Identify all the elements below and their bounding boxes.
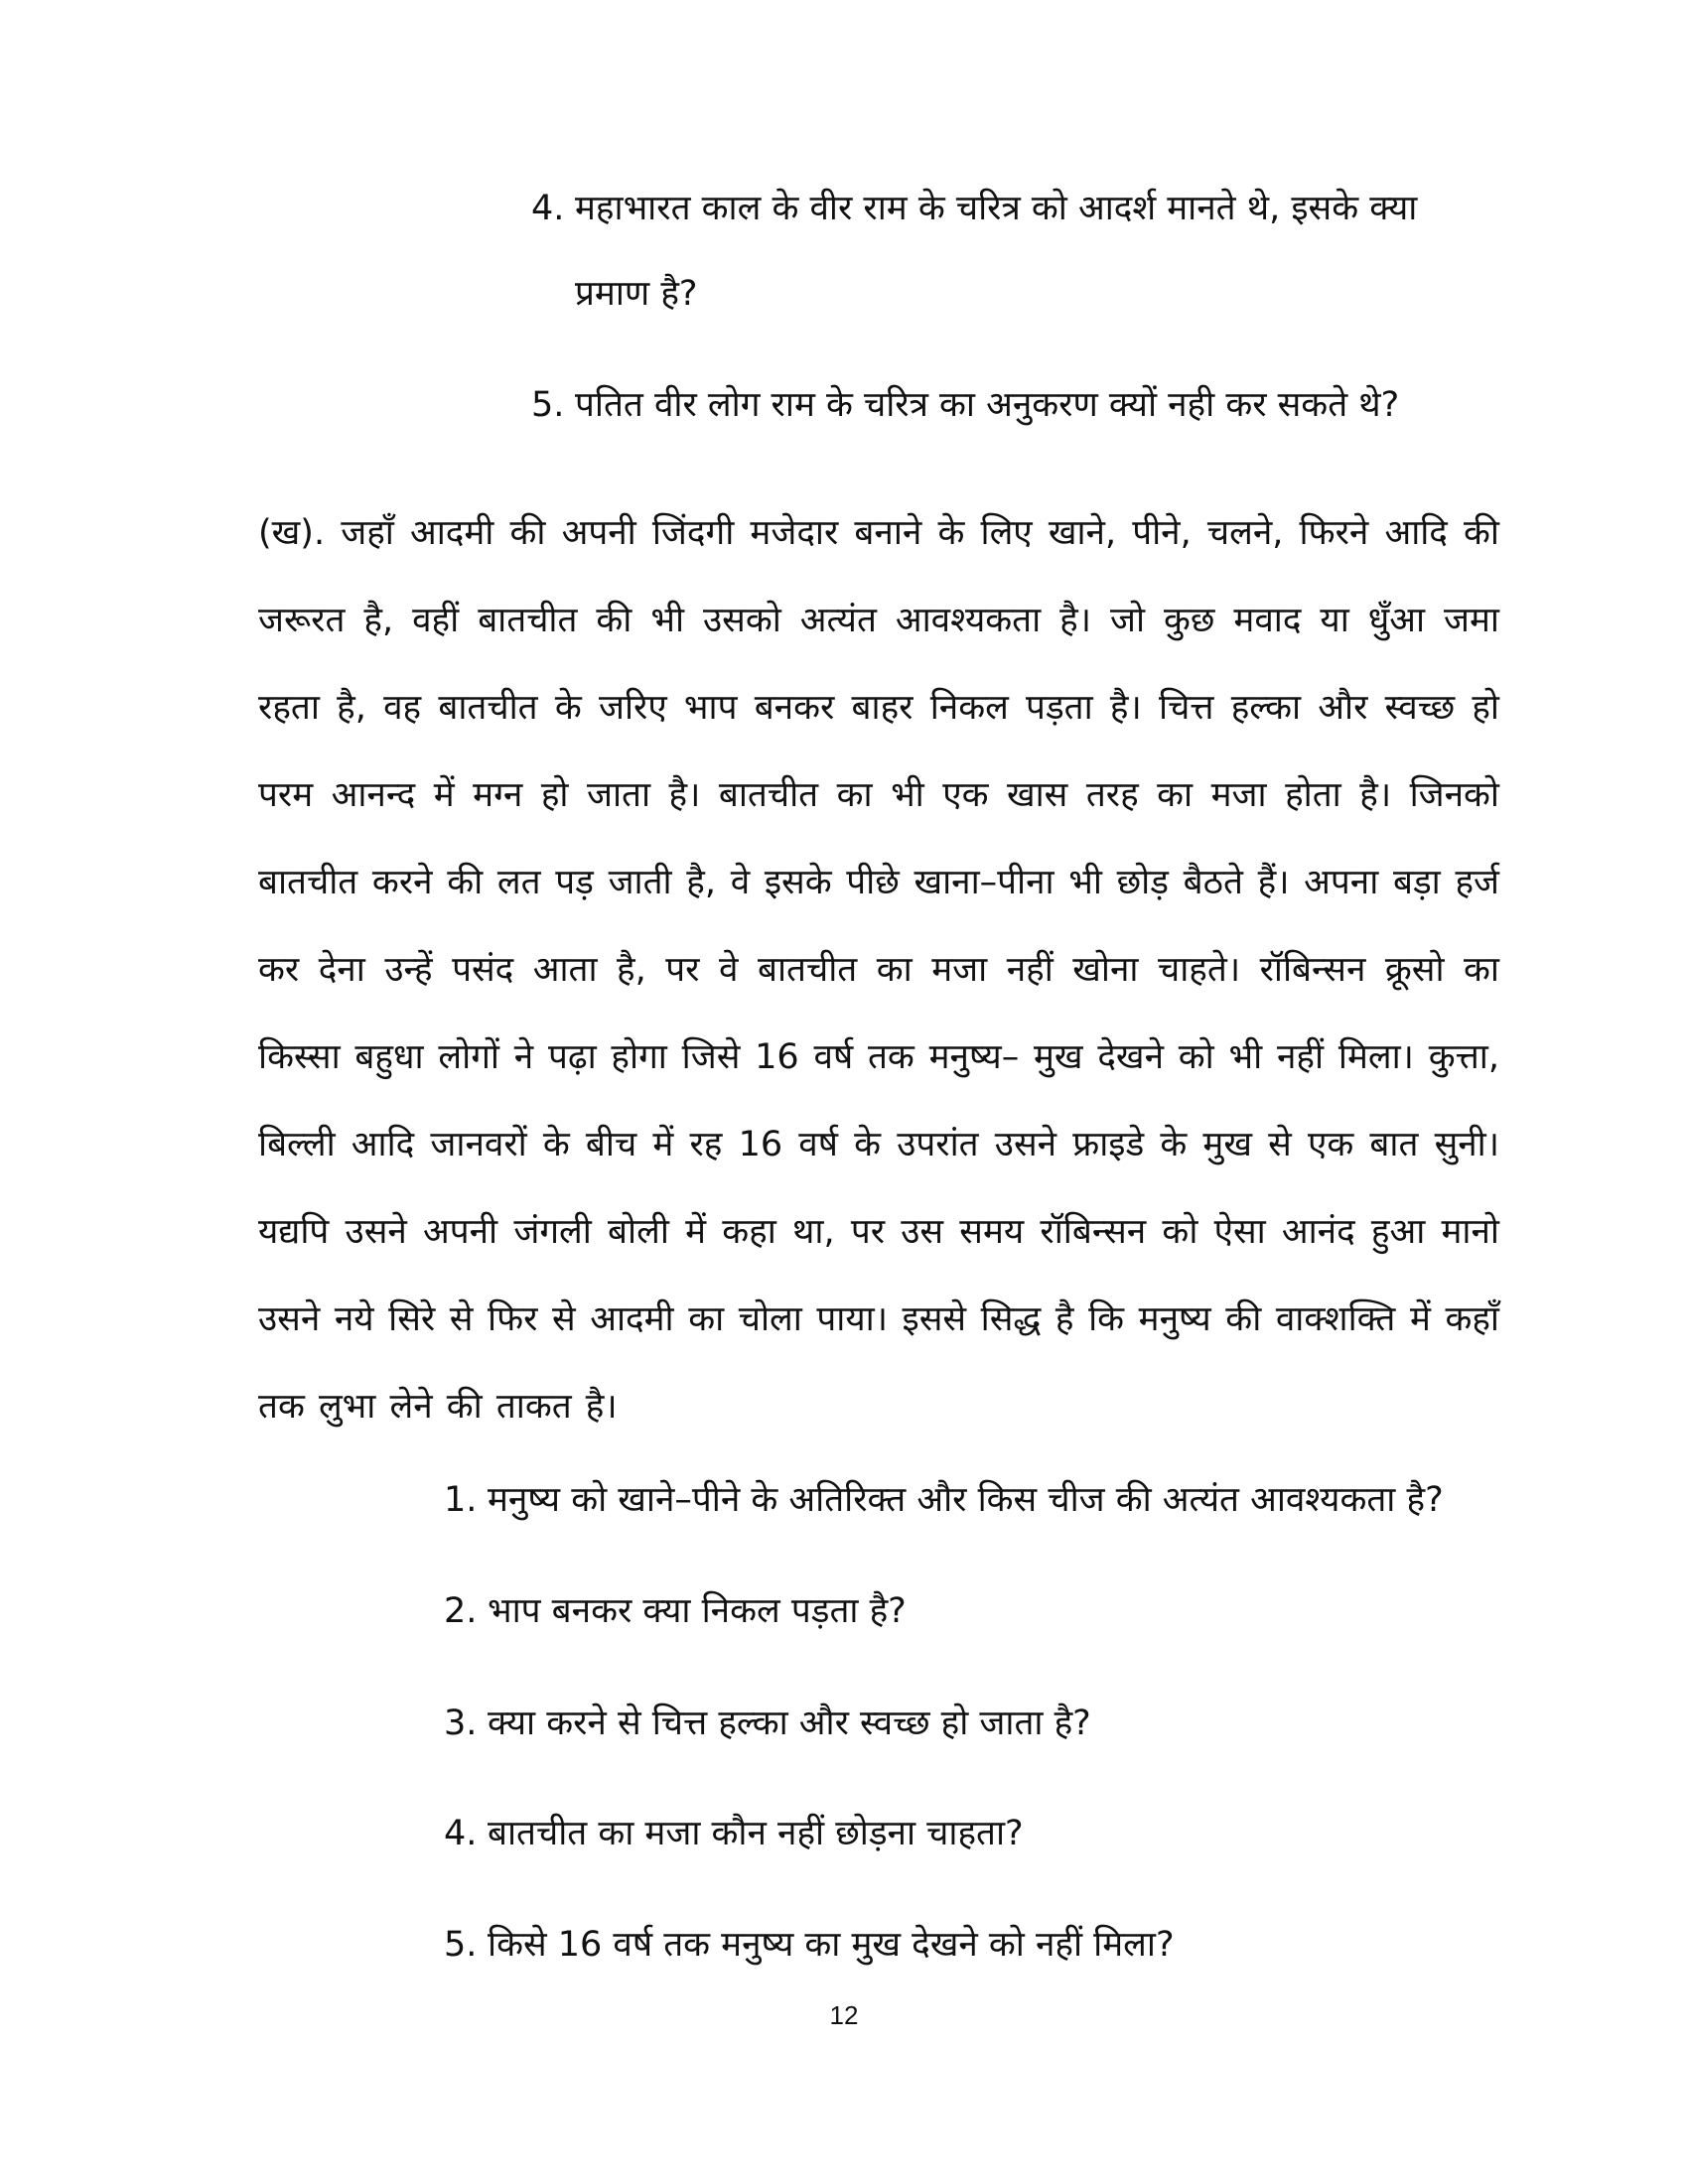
passage-text: जहाँ आदमी की अपनी जिंदगी मजेदार बनाने के लिए खाने, पीने, चलने, फिरने आदि की जरूरत है, वहीं बातचीत की भी उसको अत्यंत आवश्यकता है। जो कुछ मवाद या धुँआ जमा रहता है, वह बातचीत के जरिए भाप बनकर बाहर निकल पड़ता है। चित्त हल्का और स्वच्छ हो परम आनन्द में मग्न हो जाता है। बातचीत का भी एक खास तरह का मजा होता है। जिनको बातचीत करने की लत पड़ जाती है, वे इसके पीछे खाना–पीना भी छोड़ बैठते हैं। अपना बड़ा हर्ज कर देना उन्हें पसंद आता है, पर वे बातचीत का मजा नहीं खोना चाहते। रॉबिन्सन क्रूसो का किस्सा बहुधा लोगों ने पढ़ा होगा जिसे 16 वर्ष तक मनुष्य– मुख देखने को भी नहीं मिला। कुत्ता, बिल्ली आदि जानवरों के बीच में रह 16 वर्ष के उपरांत उसने फ्राइडे के मुख से एक बात सुनी। यद्यपि उसने अपनी जंगली बोली में कहा था, पर उस समय रॉबिन्सन को ऐसा आनंद हुआ मानो उसने नये सिरे से फिर से आदमी का चोला पाया। इससे सिद्ध है कि मनुष्य की वाक्शक्ति में कहाँ तक लुभा लेने की ताकत है।	[258, 513, 1499, 1427]
passage-paragraph	[258, 489, 1499, 1450]
question-4-line-1	[531, 189, 1417, 228]
question-text: बातचीत का मजा कौन नहीं छोड़ना चाहता?	[488, 1814, 1024, 1853]
question-text: क्या करने से चित्त हल्का और स्वच्छ हो जाता है?	[488, 1704, 1091, 1743]
passage-question-1	[444, 1480, 1444, 1520]
question-text: किसे 16 वर्ष तक मनुष्य का मुख देखने को नहीं मिला?	[488, 1925, 1175, 1965]
question-number: 4.	[444, 1814, 478, 1853]
passage-label: (ख).	[258, 513, 326, 553]
question-number: 2.	[444, 1591, 478, 1631]
question-number: 4.	[531, 189, 565, 228]
question-number: 1.	[444, 1480, 478, 1520]
page-number: 12	[829, 2000, 859, 2030]
question-5	[531, 385, 1399, 425]
question-text: मनुष्य को खाने–पीने के अतिरिक्त और किस चीज की अत्यंत आवश्यकता है?	[488, 1480, 1444, 1520]
question-text: महाभारत काल के वीर राम के चरित्र को आदर्श मानते थे, इसके क्या	[575, 189, 1418, 228]
question-text: पतित वीर लोग राम के चरित्र का अनुकरण क्यों नही कर सकते थे?	[575, 385, 1400, 425]
question-text: भाप बनकर क्या निकल पड़ता है?	[488, 1591, 907, 1631]
passage-question-5	[444, 1925, 1175, 1965]
question-number: 5.	[531, 385, 565, 425]
passage-question-3	[444, 1704, 1091, 1743]
question-4-line-2: प्रमाण है?	[575, 274, 698, 314]
passage-question-2	[444, 1591, 907, 1631]
question-number: 5.	[444, 1925, 478, 1965]
question-number: 3.	[444, 1704, 478, 1743]
passage-question-4	[444, 1814, 1024, 1853]
